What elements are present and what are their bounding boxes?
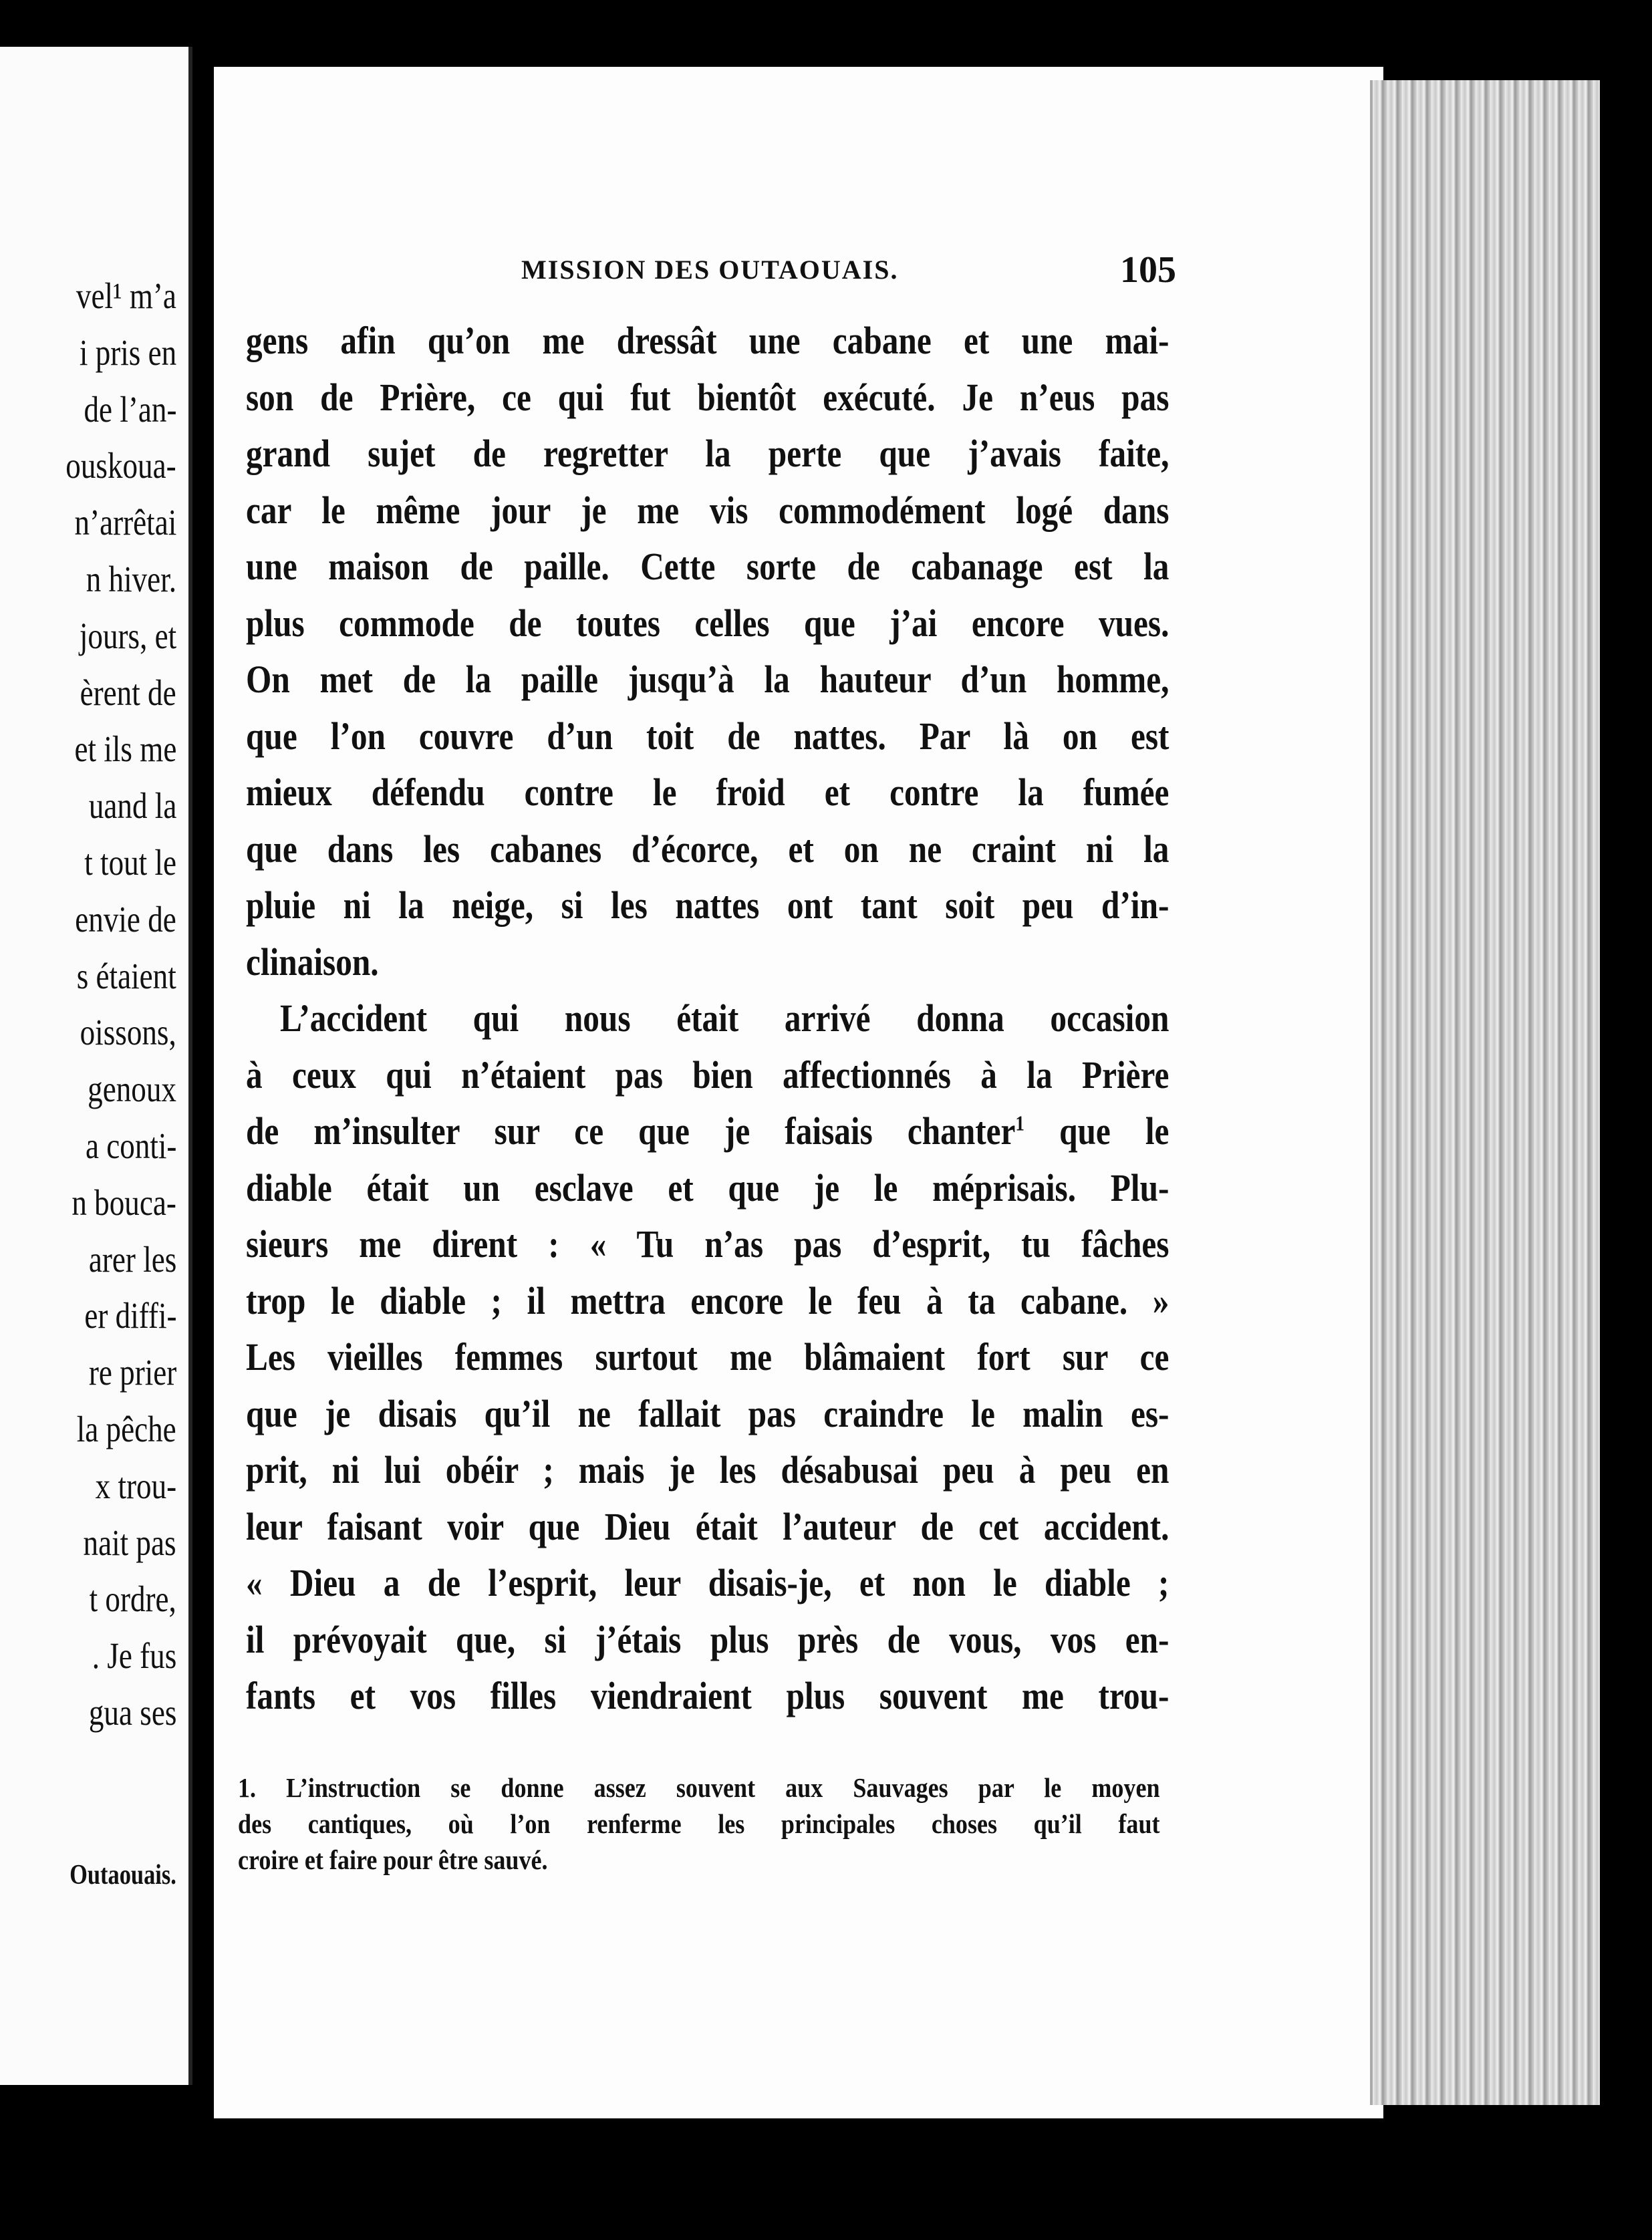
text-line-with-note: [246, 1103, 1169, 1160]
left-page-line: de l’an-: [84, 388, 176, 430]
left-page-line: n bouca-: [72, 1181, 176, 1223]
footnote-marker: 1: [1015, 1111, 1024, 1135]
footnotes: [238, 1770, 1160, 1878]
left-page-line: ouskoua-: [65, 445, 176, 486]
text-line: car le même jour je me vis commodément logé dans: [246, 488, 1169, 532]
page-number: 105: [1120, 249, 1176, 291]
left-page-line: t ordre,: [89, 1578, 176, 1620]
left-page-line: vel¹ m’a: [76, 275, 176, 316]
text-line: « Dieu a de l’esprit, leur disais-je, et non le diable ;: [246, 1561, 1169, 1604]
text-line: gens afin qu’on me dressât une cabane et une mai-: [246, 319, 1169, 362]
text-line: sieurs me dirent : « Tu n’as pas d’esprit, tu fâches: [246, 1222, 1169, 1266]
left-page-line: jours, et: [79, 615, 176, 656]
running-head: MISSION DES OUTAOUAIS.: [521, 255, 899, 285]
footnote-line: 1. L’instruction se donne assez souvent aux Sauvages par le moyen: [238, 1772, 1160, 1803]
text-line: L’accident qui nous était arrivé donna occasion: [280, 996, 1169, 1040]
text-line: son de Prière, ce qui fut bientôt exécuté. Je n’eus pas: [246, 375, 1169, 419]
text-line: On met de la paille jusqu’à la hauteur d’un homme,: [246, 658, 1169, 701]
left-page-line: oissons,: [80, 1012, 176, 1053]
left-page-line: i pris en: [79, 331, 176, 373]
left-page-line: et ils me: [74, 728, 176, 770]
text-line: il prévoyait que, si j’étais plus près de vous, vos en-: [246, 1617, 1169, 1661]
body-text: [246, 313, 1169, 1725]
left-page-line: n’arrêtai: [74, 502, 176, 543]
left-page-line: t tout le: [84, 842, 176, 883]
text-line: fants et vos filles viendraient plus souvent me trou-: [246, 1674, 1169, 1717]
text-segment: que le: [1024, 1109, 1169, 1153]
text-line: mieux défendu contre le froid et contre la fumée: [246, 771, 1169, 814]
left-page-line: . Je fus: [92, 1635, 176, 1677]
text-line: que l’on couvre d’un toit de nattes. Par là on est: [246, 714, 1169, 758]
left-page-line: genoux: [88, 1069, 176, 1110]
left-page-line: nait pas: [83, 1522, 176, 1563]
page-edges: [1370, 80, 1600, 2105]
text-line: grand sujet de regretter la perte que j’avais faite,: [246, 432, 1169, 475]
text-segment: de m’insulter sur ce que je faisais chanter: [246, 1109, 1016, 1153]
left-page: [0, 47, 192, 2085]
text-line: une maison de paille. Cette sorte de cabanage est la: [246, 545, 1169, 588]
left-page-line: re prier: [88, 1352, 176, 1393]
left-page-line: èrent de: [80, 672, 176, 713]
left-page-line: arer les: [88, 1238, 176, 1280]
left-page-line: gua ses: [88, 1692, 176, 1733]
page-header: [521, 249, 1176, 294]
left-page-line: a conti-: [85, 1125, 176, 1166]
footnote-line: croire et faire pour être sauvé.: [238, 1844, 548, 1875]
left-page-line: er diffi-: [84, 1295, 176, 1337]
text-line: que dans les cabanes d’écorce, et on ne craint ni la: [246, 827, 1169, 871]
footnote-line: des cantiques, où l’on renferme les principales choses qu’il faut: [238, 1808, 1160, 1839]
left-page-footer: Outaouais.: [70, 1860, 176, 1891]
text-line: plus commode de toutes celles que j’ai encore vues.: [246, 601, 1169, 645]
left-page-line: x trou-: [95, 1465, 176, 1506]
left-page-line: s étaient: [76, 955, 176, 996]
text-line: trop le diable ; il mettra encore le feu à ta cabane. »: [246, 1278, 1169, 1322]
text-line: pluie ni la neige, si les nattes ont tant soit peu d’in-: [246, 883, 1169, 927]
text-line: à ceux qui n’étaient pas bien affectionnés à la Prière: [246, 1053, 1169, 1097]
text-line: prit, ni lui obéir ; mais je les désabusai peu à peu en: [246, 1448, 1169, 1492]
text-line: leur faisant voir que Dieu était l’auteur de cet accident.: [246, 1504, 1169, 1548]
left-page-line: uand la: [88, 785, 176, 827]
text-line: Les vieilles femmes surtout me blâmaient fort sur ce: [246, 1335, 1169, 1379]
left-page-line: la pêche: [77, 1409, 176, 1449]
left-page-line: envie de: [75, 898, 176, 940]
text-line: que je disais qu’il ne fallait pas craindre le malin es-: [246, 1391, 1169, 1435]
text-line: diable était un esclave et que je le méprisais. Plu-: [246, 1165, 1169, 1210]
left-page-line: n hiver.: [86, 559, 176, 599]
text-line: clinaison.: [246, 940, 379, 984]
